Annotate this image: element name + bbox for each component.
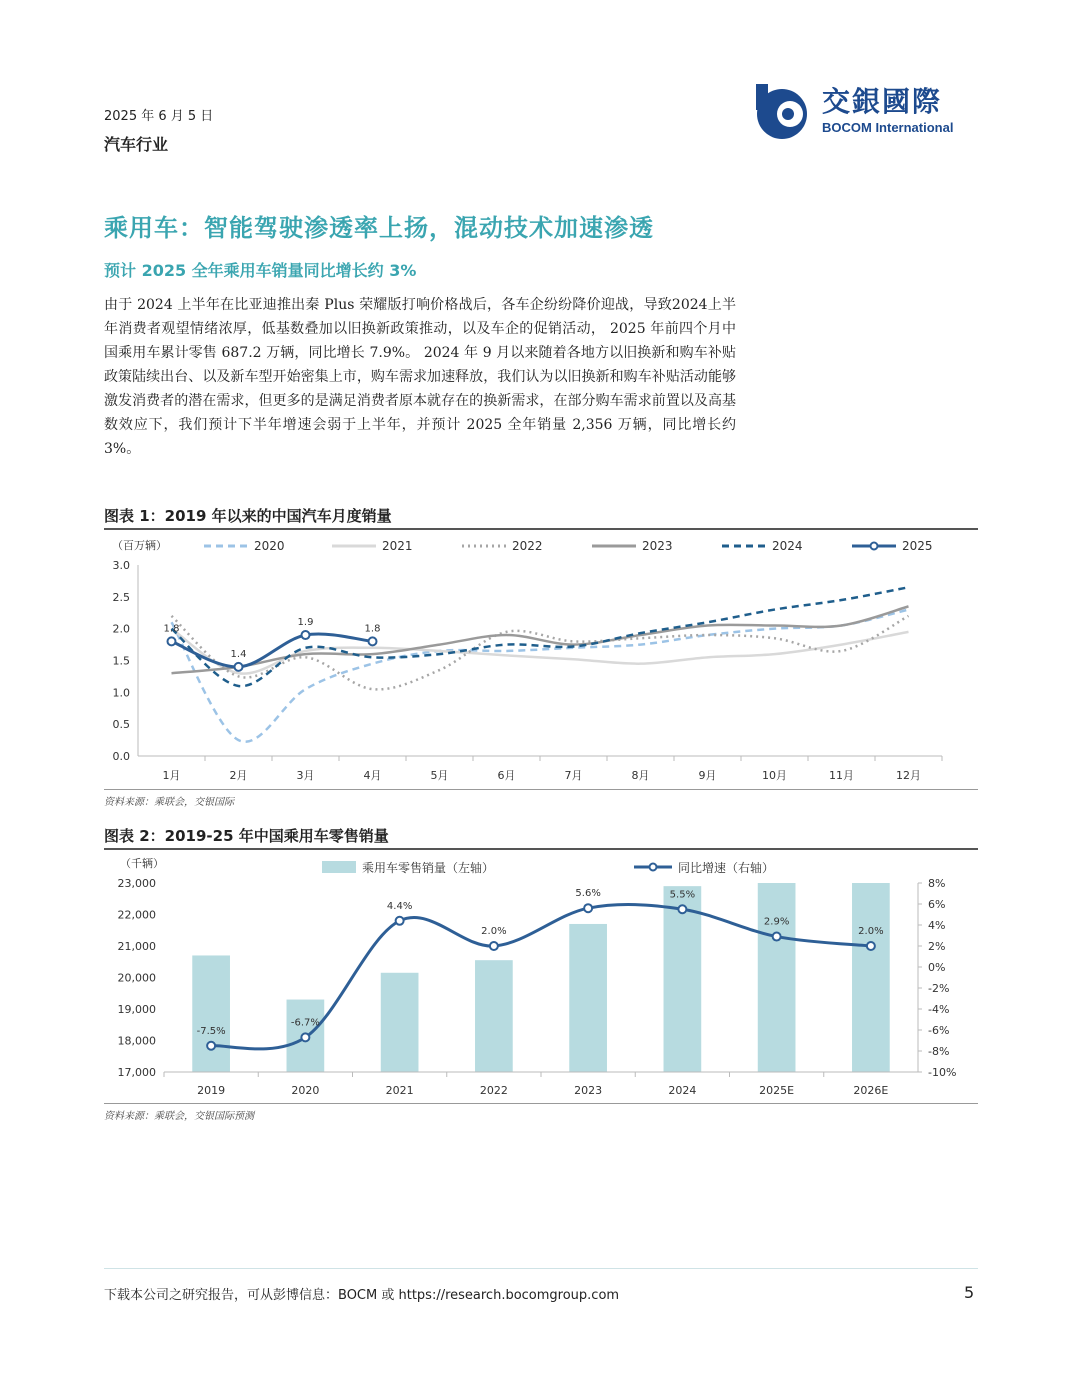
figure1-top-rule [104,528,978,530]
figure2-top-rule [104,848,978,850]
series-line-2023 [172,606,909,673]
growth-point [207,1042,215,1050]
legend-label-2020: 2020 [254,539,285,553]
y-right-tick-label: 4% [928,919,946,932]
section-heading: 乘用车：智能驾驶渗透率上扬，混动技术加速渗透 [104,214,654,242]
y-right-tick-label: 6% [928,898,946,911]
y-right-tick-label: -6% [928,1024,950,1037]
x-tick-label: 2025E [759,1084,795,1097]
y-tick-label: 1.5 [112,654,130,668]
bar [758,883,796,1072]
x-tick-label: 2026E [853,1084,889,1097]
chart1-unit-label: （百万辆） [112,539,167,552]
section-subheading: 预计 2025 全年乘用车销量同比增长约 3% [104,261,417,280]
legend-marker-growth [650,864,657,871]
y-tick-label: 2.0 [112,622,130,636]
x-tick-label: 11月 [829,769,854,782]
x-tick-label: 12月 [896,769,921,782]
y-tick-label: 3.0 [112,559,130,572]
growth-point [867,942,875,950]
data-label: 1.9 [297,617,314,629]
y-left-tick-label: 17,000 [117,1066,156,1079]
y-right-tick-label: 0% [928,961,946,974]
y-right-tick-label: 2% [928,940,946,953]
growth-data-label: 4.4% [386,900,413,912]
y-left-tick-label: 23,000 [117,877,156,890]
chart-annual-retail-sales [104,852,978,1102]
logo-chinese-text: 交銀國際 [822,85,943,118]
point-2025 [369,637,377,645]
legend-label-2024: 2024 [772,539,803,553]
x-tick-label: 2024 [668,1084,697,1097]
legend-marker-2025 [871,543,878,550]
industry-label: 汽车行业 [104,135,169,154]
y-right-tick-label: 8% [928,877,946,890]
data-label: 1.4 [230,648,247,660]
body-paragraph: 由于 2024 上半年在比亚迪推出秦 Plus 荣耀版打响价格战后，各车企纷纷降价迎战，导致2024上半年消费者观望情绪浓厚，低基数叠加以旧换新政策推动，以及车企的促销活动， 2025 年前四个月中国乘用车累计零售 687.2 万辆，同比增长 7.9%。 2024 年 9 月以来随着各地方以旧换新和购车补贴政策陆续出台、以及新车型开始密集上市，购车需求加速释放，我们认为以旧换新和购车补贴活动能够激发消费者的潜在需求，但更多的是满足消费者原本就存在的换新需求，在部分购车需求前置以及高基数效应下，我们预计下半年增速会弱于上半年，并预计 2025 全年销量 2,356 万辆，同比增长约 3%。 [104,297,736,457]
footer-text: 下载本公司之研究报告，可从彭博信息：BOCM 或 https://research.bocomgroup.com [104,1288,620,1303]
y-left-tick-label: 18,000 [117,1034,156,1048]
y-tick-label: 0.5 [112,718,130,732]
x-tick-label: 9月 [698,769,717,782]
bar [852,883,890,1072]
bar [569,924,607,1072]
x-tick-label: 2021 [385,1084,414,1097]
x-tick-label: 2月 [229,769,248,782]
bar [381,973,419,1072]
x-tick-label: 6月 [497,769,516,782]
x-tick-label: 4月 [363,769,382,782]
x-tick-label: 5月 [430,769,449,782]
y-left-tick-label: 21,000 [117,940,156,953]
x-tick-label: 10月 [762,769,787,782]
x-tick-label: 2019 [197,1084,226,1097]
series-line-2020 [172,610,909,742]
x-tick-label: 2022 [479,1084,508,1097]
y-right-tick-label: -2% [928,982,950,995]
legend-label-2025: 2025 [902,539,933,553]
report-date: 2025 年 6 月 5 日 [104,109,214,124]
point-2025 [302,631,310,639]
growth-point [773,933,781,941]
figure2-bottom-rule [104,1103,978,1104]
page-number: 5 [964,1283,975,1302]
data-label: 1.8 [163,623,180,635]
growth-data-label: 2.0% [481,926,507,937]
legend-label-2023: 2023 [642,539,673,553]
figure1-bottom-rule [104,789,978,790]
growth-data-label: -6.7% [290,1017,320,1029]
growth-data-label: 2.9% [763,916,790,928]
logo-english-text: BOCOM International [822,120,954,135]
figure1-title: 图表 1：2019 年以来的中国汽车月度销量 [104,507,392,525]
bar [192,955,230,1072]
growth-point [396,917,404,925]
y-tick-label: 2.5 [112,590,130,604]
growth-point [301,1033,309,1041]
y-tick-label: 1.0 [112,686,130,700]
growth-point [678,905,686,913]
series-line-2021 [172,629,909,674]
y-right-tick-label: -10% [928,1066,957,1079]
series-line-2024 [172,587,909,686]
chart2-unit-label: （千辆） [120,857,164,870]
y-tick-label: 0.0 [112,750,130,763]
bar [475,960,513,1072]
x-tick-label: 8月 [631,769,650,782]
legend-label-bars: 乘用车零售销量（左轴） [362,861,495,875]
chart-monthly-sales [104,532,978,788]
legend-label-2021: 2021 [382,539,413,553]
footer-rule [104,1268,978,1269]
legend-label-growth: 同比增速（右轴） [678,861,775,875]
data-label: 1.8 [364,623,381,635]
growth-data-label: 5.5% [669,889,696,901]
y-left-tick-label: 19,000 [117,1003,156,1016]
growth-data-label: 5.6% [575,888,601,900]
y-left-tick-label: 22,000 [117,908,156,922]
x-tick-label: 2020 [291,1084,320,1097]
figure2-title: 图表 2：2019-25 年中国乘用车零售销量 [104,827,389,845]
legend-label-2022: 2022 [512,539,543,553]
growth-point [584,904,592,912]
y-right-tick-label: -4% [928,1003,950,1016]
x-tick-label: 2023 [574,1084,603,1097]
y-left-tick-label: 20,000 [117,971,156,985]
growth-data-label: 2.0% [858,926,884,937]
y-right-tick-label: -8% [928,1045,950,1058]
growth-point [490,942,498,950]
growth-data-label: -7.5% [196,1025,226,1037]
x-tick-label: 1月 [162,769,181,782]
legend-swatch-bars [322,861,356,873]
x-tick-label: 3月 [296,769,315,782]
figure1-source: 资料来源：乘联会，交银国际 [104,797,234,808]
point-2025 [168,637,176,645]
figure2-source: 资料来源：乘联会，交银国际预测 [104,1111,254,1122]
point-2025 [235,663,243,671]
x-tick-label: 7月 [564,769,583,782]
